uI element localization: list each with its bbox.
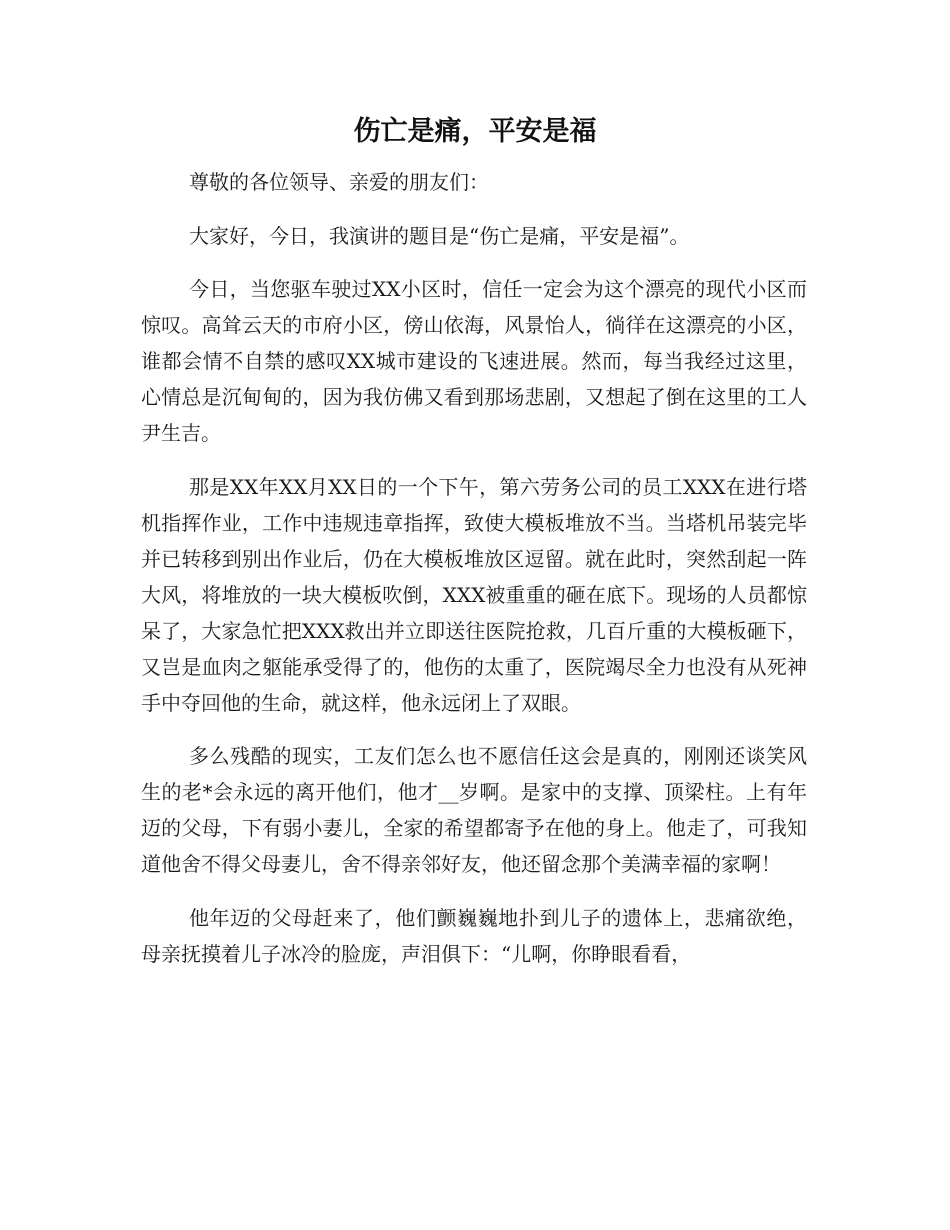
document-title: 伤亡是痛，平安是福: [353, 116, 597, 147]
body-paragraph: 今日，当您驱车驶过XX小区时，信任一定会为这个漂亮的现代小区而惊叹。高耸云天的市府小区，傍山依海，风景怡人，徜徉在这漂亮的小区，谁都会情不自禁的感叹XX城市建设的飞速进展。然而，每当我经过这里，心情总是沉甸甸的，因为我仿佛又看到那场悲剧，又想起了倒在这里的工人尹生吉。: [141, 277, 807, 445]
body-paragraph: 他年迈的父母赶来了，他们颤巍巍地扑到儿子的遗体上，悲痛欲绝，母亲抚摸着儿子冰冷的脸庞，声泪俱下：“儿啊，你睁眼看看，: [141, 905, 807, 966]
body-paragraph: 那是XX年XX月XX日的一个下午，第六劳务公司的员工XXX在进行塔机指挥作业，工作中违规违章指挥，致使大模板堆放不当。当塔机吊装完毕并已转移到别出作业后，仍在大模板堆放区逗留。就在此时，突然刮起一阵大风，将堆放的一块大模板吹倒，XXX被重重的砸在底下。现场的人员都惊呆了，大家急忙把XXX救出并立即送往医院抢救，几百斤重的大模板砸下，又岂是血肉之躯能承受得了的，他伤的太重了，医院竭尽全力也没有从死神手中夺回他的生命，就这样，他永远闭上了双眼。: [141, 474, 807, 715]
body-paragraph: 多么残酷的现实，工友们怎么也不愿信任这会是真的，刚刚还谈笑风生的老*会永远的离开他们，他才__岁啊。是家中的支撑、顶梁柱。上有年迈的父母，下有弱小妻儿，全家的希望都寄予在他的身上。他走了，可我知道他舍不得父母妻儿，舍不得亲邻好友，他还留念那个美满幸福的家啊！: [141, 744, 807, 876]
document-body: [141, 164, 807, 989]
greeting-paragraph: 大家好，今日，我演讲的题目是“伤亡是痛，平安是福”。: [189, 223, 690, 248]
salutation-paragraph: 尊敬的各位领导、亲爱的朋友们：: [189, 170, 489, 194]
